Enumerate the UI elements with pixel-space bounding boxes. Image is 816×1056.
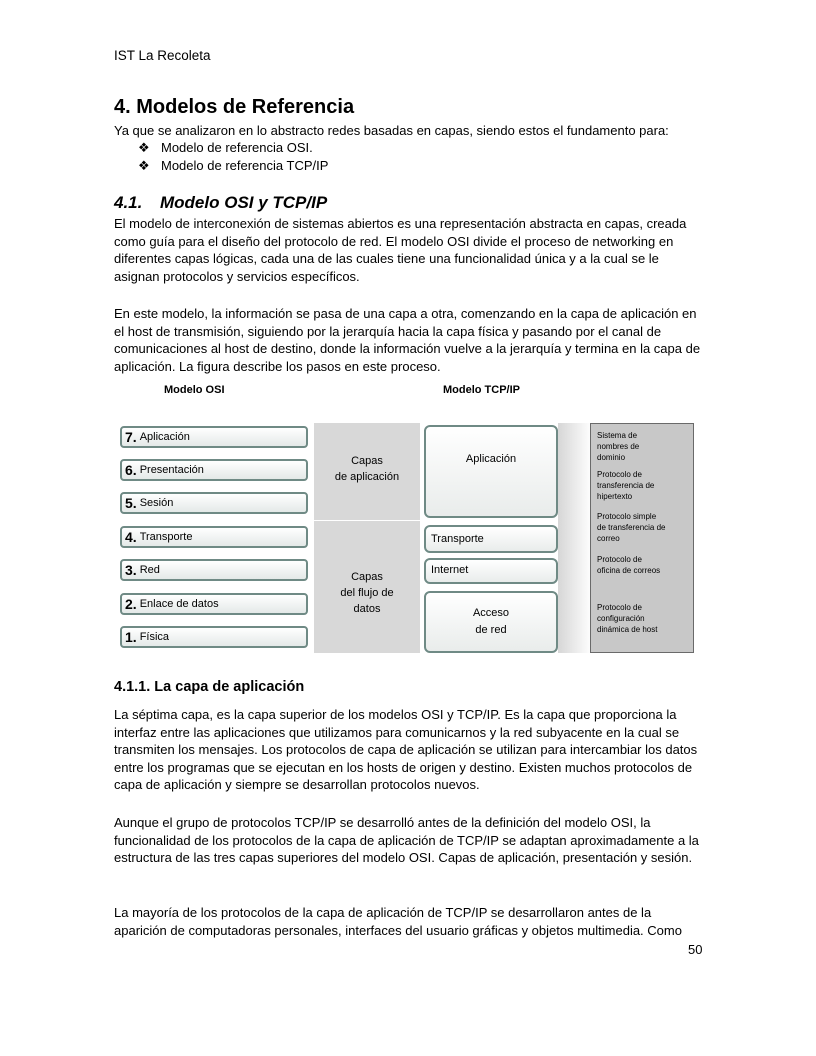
section-4-1-1-heading: 4.1.1. La capa de aplicación	[114, 679, 305, 695]
diamond-bullet-icon: ❖	[138, 158, 150, 173]
application-layers-group	[314, 423, 420, 520]
section-4-1-heading	[114, 193, 327, 213]
osi-layer-7: 7. Aplicación	[120, 426, 308, 448]
protocol-pop: Protocolo de oficina de correos	[597, 555, 661, 575]
osi-layer-3: 3. Red	[120, 559, 308, 581]
tcpip-model-title: Modelo TCP/IP	[443, 384, 520, 396]
osi-model-title: Modelo OSI	[164, 384, 225, 396]
bullet-text: Modelo de referencia TCP/IP	[161, 158, 329, 173]
osi-layer-1: 1. Física	[120, 626, 308, 648]
protocol-dns: Sistema de nombres de dominio	[597, 431, 640, 462]
protocols-panel	[590, 423, 694, 653]
osi-layer-2: 2. Enlace de datos	[120, 593, 308, 615]
osi-tcpip-figure	[114, 380, 704, 665]
paragraph: La mayoría de los protocolos de la capa de aplicación de TCP/IP se desarrollaron antes de la aparición de computadoras personales, interfaces del usuario gráficas y objetos multimedia. Como	[114, 905, 682, 938]
tcpip-application-layer: Aplicación	[424, 425, 558, 518]
osi-layer-6: 6. Presentación	[120, 459, 308, 481]
page-number: 50	[688, 942, 703, 957]
paragraph: En este modelo, la información se pasa de una capa a otra, comenzando en la capa de aplicación en el host de transmisión, siguiendo por la jerarquía hacia la capa física y pasando por el canal de comunicaciones al host de destino, donde la información vuelve a la jerarquía y termina en la capa de aplicación. La figura describe los pasos en este proceso.	[114, 306, 701, 374]
application-layers-label: Capas de aplicación	[334, 455, 400, 483]
bullet-item	[138, 140, 313, 156]
diamond-bullet-icon: ❖	[138, 140, 150, 155]
tcpip-transport-layer: Transporte	[424, 525, 558, 553]
paragraph: Aunque el grupo de protocolos TCP/IP se desarrolló antes de la definición del modelo OSI, la funcionalidad de los protocolos de la capa de aplicación de TCP/IP se adaptan aproximadamente a la estructura de las tres capas superiores del modelo OSI. Capas de aplicación, presentación y sesión.	[114, 815, 699, 865]
tcpip-network-access-layer: Acceso de red	[424, 591, 558, 653]
tcpip-internet-layer: Internet	[424, 558, 558, 584]
section-title: Modelo OSI y TCP/IP	[160, 193, 328, 212]
paragraph: El modelo de interconexión de sistemas abiertos es una representación abstracta en capas, creada como guía para el diseño del protocolo de red. El modelo OSI divide el proceso de networking en diferentes capas lógicas, cada una de las cuales tiene una funcionalidad única y a la cual se le asignan protocolos y servicios específicos.	[114, 216, 687, 284]
osi-layer-5: 5. Sesión	[120, 492, 308, 514]
bullet-text: Modelo de referencia OSI.	[161, 140, 313, 155]
protocol-smtp: Protocolo simple de transferencia de correo	[597, 512, 666, 543]
osi-layer-4: 4. Transporte	[120, 526, 308, 548]
protocol-http: Protocolo de transferencia de hipertexto	[597, 470, 655, 501]
data-flow-layers-group	[314, 521, 420, 653]
bullet-item	[138, 158, 328, 174]
protocol-dhcp: Protocolo de configuración dinámica de host	[597, 603, 658, 634]
section-4-intro: Ya que se analizaron en lo abstracto redes basadas en capas, siendo estos el fundamento para:	[114, 123, 669, 138]
paragraph: La séptima capa, es la capa superior de los modelos OSI y TCP/IP. Es la capa que proporciona la interfaz entre las aplicaciones que utilizamos para comunicarnos y la red subyacente en la cual se transmiten los mensajes. Los protocolos de capa de aplicación se utilizan para intercambiar los datos entre los programas que se ejecutan en los hosts de origen y destino. Existen muchos protocolos de capa de aplicación y siempre se desarrollan protocolos nuevos.	[114, 707, 698, 792]
section-number: 4.1.	[114, 193, 143, 212]
connector-shade	[558, 423, 592, 653]
section-4-heading: 4. Modelos de Referencia	[114, 96, 355, 118]
page-header: IST La Recoleta	[114, 48, 211, 63]
data-flow-layers-label: Capas del flujo de datos	[340, 571, 394, 615]
